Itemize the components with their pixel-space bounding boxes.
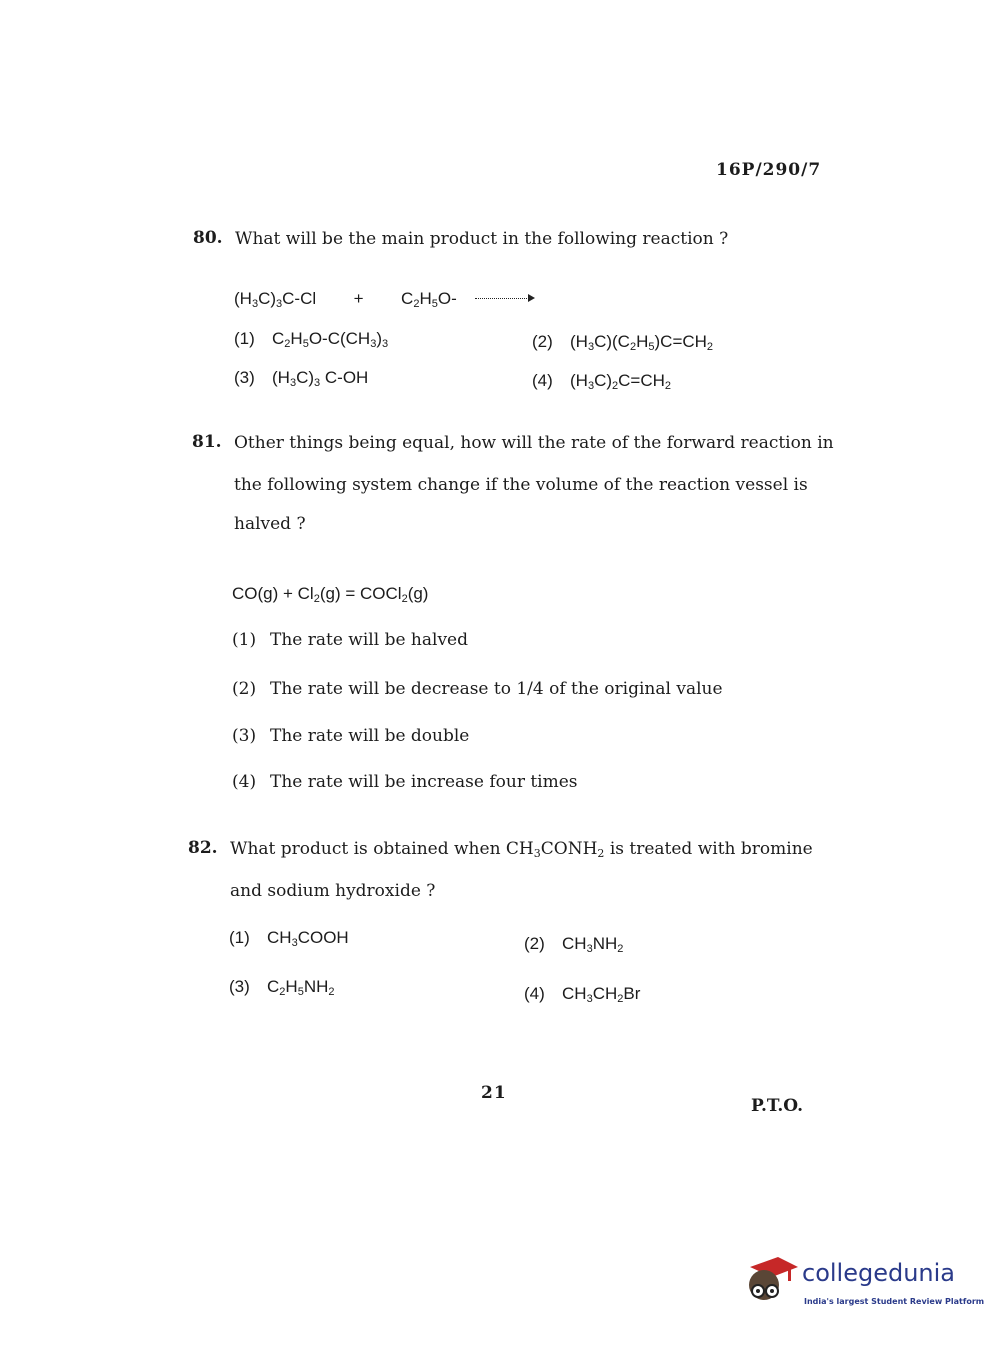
- option-3: (3) $(H_3C)_3$ C-OH: [234, 368, 369, 389]
- question-line-2: and sodium hydroxide ?: [230, 881, 436, 901]
- reactant-1: $(H_3C)_3C-Cl$: [234, 289, 317, 310]
- paper-code: 16P/290/7: [716, 160, 822, 180]
- logo-brand: collegedunia: [802, 1259, 956, 1287]
- option-4: (4) $(H_3C)_2C=CH_2$: [532, 371, 672, 392]
- question-number: 81.: [192, 432, 222, 452]
- option-1: (1) $C_2H_5O-C(CH_3)_3$: [234, 329, 389, 350]
- option-2: (2) The rate will be decrease to 1/4 of the original value: [232, 679, 723, 699]
- equilibrium-equation: $CO(g) + Cl_2(g)$ = COCl$_2$(g): [232, 584, 429, 605]
- reaction-arrow-icon: [475, 298, 533, 299]
- plus-sign: +: [353, 289, 364, 308]
- option-1: (1) $CH_3COOH$: [229, 928, 349, 949]
- option-3: (3) The rate will be double: [232, 726, 470, 746]
- option-2: (2) $CH_3NH_2$: [524, 934, 624, 955]
- page-number: 21: [481, 1083, 507, 1103]
- option-4: (4) $CH_3CH_2Br$: [524, 984, 641, 1005]
- logo-tagline: India's largest Student Review Platform: [804, 1297, 985, 1306]
- option-4: (4) The rate will be increase four times: [232, 772, 578, 792]
- option-2: (2) $(H_3C)(C_2H_5)C=CH_2$: [532, 332, 714, 353]
- option-3: (3) $C_2H_5NH_2$: [229, 977, 335, 998]
- option-1: (1) The rate will be halved: [232, 630, 468, 650]
- question-number: 82.: [188, 838, 218, 858]
- question-text: What will be the main product in the following reaction ?: [235, 229, 729, 249]
- pto-label: P.T.O.: [751, 1096, 803, 1116]
- reaction-equation: [234, 289, 533, 310]
- mascot-icon: [744, 1253, 800, 1309]
- question-line-3: halved ?: [234, 514, 306, 534]
- question-line-1: What product is obtained when $CH_3CONH_2$ is treated with bromine: [230, 839, 813, 860]
- reactant-2: $C_2H_5O-$: [401, 289, 457, 310]
- question-line-2: the following system change if the volume of the reaction vessel is: [234, 475, 808, 495]
- collegedunia-logo: [744, 1253, 985, 1313]
- question-line-1: Other things being equal, how will the rate of the forward reaction in: [234, 433, 834, 453]
- question-number: 80.: [193, 228, 223, 248]
